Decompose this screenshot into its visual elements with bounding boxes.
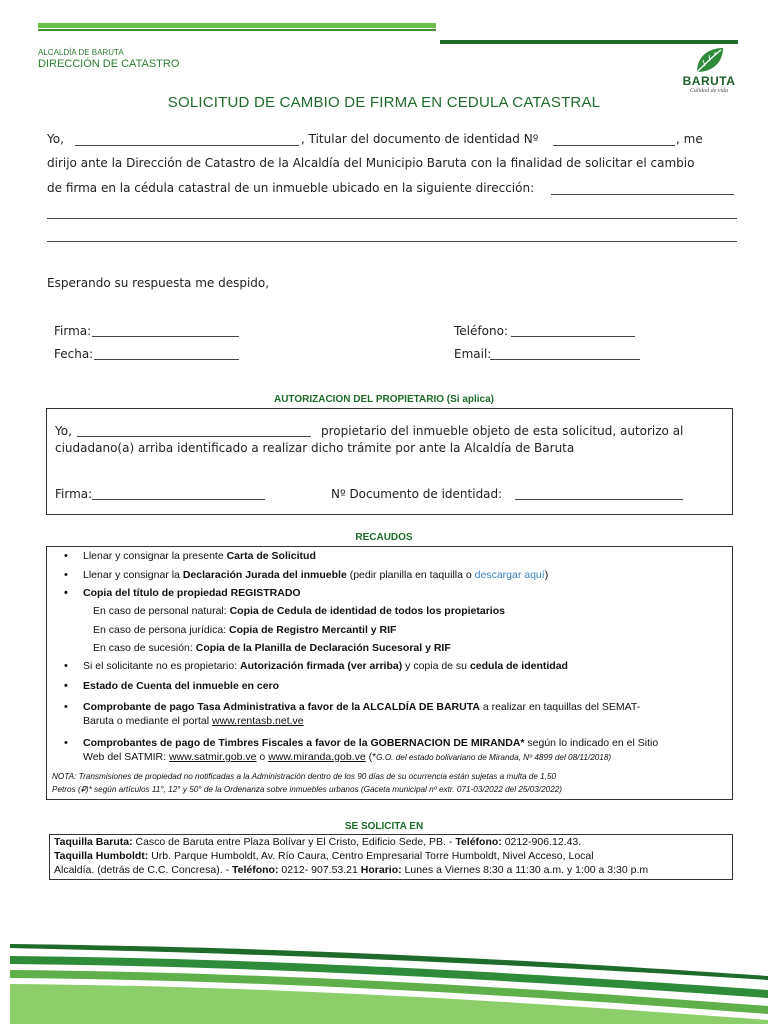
email-field-line[interactable]: [490, 359, 640, 360]
auth-line1-rest: propietario del inmueble objeto de esta solicitud, autorizo al: [321, 424, 684, 438]
download-link[interactable]: descargar aquí: [474, 569, 545, 581]
solicita-box: [49, 834, 733, 880]
taquilla-humboldt-cont: [54, 864, 648, 876]
fecha-label: Fecha:: [54, 347, 94, 361]
footer-swoosh: [0, 930, 768, 1024]
list-item-continuation: [83, 715, 304, 727]
authorization-box: [46, 408, 733, 515]
department-name: DIRECCIÓN DE CATASTRO: [38, 58, 180, 70]
auth-firma-line[interactable]: [92, 499, 265, 500]
horario-value: Lunes a Viernes 8:30 a 11:30 a.m. y 1:00 a 3:30 p.m: [401, 864, 649, 876]
list-item-text: (pedir planilla en taquilla o: [346, 569, 475, 581]
list-item-text: En caso de personal natural:: [93, 605, 230, 617]
leaf-icon: [691, 46, 727, 74]
recaudos-list: [83, 547, 723, 797]
auth-yo: Yo,: [55, 424, 72, 438]
list-item-text: o: [256, 751, 269, 763]
list-item: [83, 737, 658, 749]
name-field-line[interactable]: [75, 145, 299, 146]
authorization-heading: AUTORIZACION DEL PROPIETARIO (Si aplica): [273, 394, 495, 405]
list-item: [83, 660, 568, 672]
request-line2: dirijo ante la Dirección de Catastro de la Alcaldía del Municipio Baruta con la finalidad de solicitar el cambio: [47, 156, 695, 170]
list-item-continuation: [83, 751, 611, 763]
firma-label: Firma:: [54, 324, 92, 338]
list-item-bold: Declaración Jurada del inmueble: [182, 569, 347, 581]
list-item-bold: Copia de Registro Mercantil y RIF: [229, 624, 397, 636]
request-id-label: , Titular del documento de identidad Nº: [301, 132, 539, 146]
solicita-heading: SE SOLICITA EN: [344, 821, 424, 832]
list-item-text: según lo indicado en el Sitio: [524, 737, 659, 749]
address-field-line-3[interactable]: [47, 241, 737, 242]
list-item-bold: Comprobantes de pago de Timbres Fiscales a favor de la GOBERNACION DE MIRANDA*: [83, 737, 525, 749]
horario-label: Horario:: [360, 864, 402, 876]
request-line3: de firma en la cédula catastral de un inmueble ubicado en la siguiente dirección:: [47, 181, 535, 195]
list-item: • Copia del título de propiedad REGISTRADO: [83, 587, 301, 599]
header-right-bar: [440, 40, 738, 44]
logo-name: BARUTA: [682, 74, 736, 88]
taquilla-baruta: [54, 836, 581, 848]
list-item-bold: Copia de la Planilla de Declaración Sucesoral y RIF: [195, 642, 451, 654]
list-item-text: Si el solicitante no es propietario:: [83, 660, 241, 672]
telefono-label: Teléfono:: [455, 836, 502, 848]
list-item-text: (*: [365, 751, 377, 763]
fecha-field-line[interactable]: [94, 359, 239, 360]
list-item-text: ): [544, 569, 549, 581]
request-me: , me: [676, 132, 703, 146]
list-item-text: En caso de persona jurídica:: [93, 624, 229, 636]
address-field-line-1[interactable]: [551, 194, 734, 195]
auth-name-line[interactable]: [77, 436, 311, 437]
list-subitem: [93, 642, 451, 654]
recaudos-box: [46, 546, 733, 800]
header-accent-bar: [38, 23, 436, 28]
telefono-value: 0212- 907.53.21: [278, 864, 361, 876]
header-accent-bar-thin: [38, 29, 436, 31]
nota-line-1: NOTA: Transmisiones de propiedad no notificadas a la Administración dentro de los 90 días de su ocurrencia están sujetas a multa de 1,50: [52, 772, 557, 781]
list-item-text: a realizar en taquillas del SEMAT-: [479, 701, 641, 713]
list-subitem: [93, 605, 505, 617]
logo-tagline: Calidad de vida: [689, 88, 729, 94]
list-subitem: [93, 624, 396, 636]
taquilla-text: Urb. Parque Humboldt, Av. Río Caura, Centro Empresarial Torre Humboldt, Nivel Acceso, Local: [148, 850, 594, 862]
list-item-text: Llenar y consignar la presente: [83, 550, 227, 562]
closing-text: Esperando su respuesta me despido,: [47, 276, 270, 290]
list-item-bold: Carta de Solicitud: [226, 550, 316, 562]
taquilla-text: Casco de Baruta entre Plaza Bolívar y El Cristo, Edificio Sede, PB. -: [132, 836, 456, 848]
taquilla-label: Taquilla Humboldt:: [54, 850, 149, 862]
taquilla-humboldt: [54, 850, 594, 862]
address-field-line-2[interactable]: [47, 218, 737, 219]
telefono-field-line[interactable]: [511, 336, 635, 337]
auth-documento-line[interactable]: [515, 499, 683, 500]
taquilla-text: Alcaldía. (detrás de C.C. Concresa). -: [54, 864, 232, 876]
telefono-label: Teléfono:: [454, 324, 508, 338]
list-item-text: Baruta o mediante el portal: [83, 715, 212, 727]
list-item-text: Web del SATMIR:: [83, 751, 169, 763]
firma-field-line[interactable]: [92, 336, 239, 337]
list-item-bold: Comprobante de pago Tasa Administrativa a favor de la ALCALDÍA DE BARUTA: [83, 701, 480, 713]
list-item-bold: Autorización firmada (ver arriba): [240, 660, 403, 672]
gazette-note: G.O. del estado bolivariano de Miranda, Nº 4899 del 08/11/2018): [376, 753, 612, 762]
rentasb-link[interactable]: www.rentasb.net.ve: [212, 715, 304, 727]
email-label: Email:: [454, 347, 492, 361]
auth-firma-label: Firma:: [55, 487, 93, 501]
auth-documento-label: Nº Documento de identidad:: [331, 487, 503, 501]
id-field-line[interactable]: [553, 145, 675, 146]
telefono-label: Teléfono:: [231, 864, 279, 876]
recaudos-heading: RECAUDOS: [355, 532, 413, 543]
nota-line-2: Petros (₽)* según artículos 11°, 12° y 50° de la Ordenanza sobre inmuebles urbanos (Gaceta municipal nº extr. 071-03/2022 del 25/03/2022): [52, 785, 563, 794]
list-item: • Estado de Cuenta del inmueble en cero: [83, 680, 279, 692]
satmir-link[interactable]: www.satmir.gob.ve: [168, 751, 257, 763]
request-yo: Yo,: [47, 132, 64, 146]
list-item-bold: Copia de Cedula de identidad de todos los propietarios: [229, 605, 505, 617]
list-item: [83, 569, 548, 581]
page-title: SOLICITUD DE CAMBIO DE FIRMA EN CEDULA CATASTRAL: [167, 94, 601, 111]
telefono-value: 0212-906.12.43.: [501, 836, 582, 848]
list-item: [83, 550, 316, 562]
list-item: [83, 701, 640, 713]
list-item-bold: cedula de identidad: [469, 660, 568, 672]
miranda-link[interactable]: www.miranda.gob.ve: [268, 751, 366, 763]
org-name: ALCALDÍA DE BARUTA: [38, 48, 124, 57]
list-item-text: y copia de su: [402, 660, 470, 672]
list-item-text: En caso de sucesión:: [93, 642, 196, 654]
taquilla-label: Taquilla Baruta:: [54, 836, 133, 848]
list-item-text: Llenar y consignar la: [83, 569, 183, 581]
auth-line2: ciudadano(a) arriba identificado a realizar dicho trámite por ante la Alcaldía de Baruta: [55, 441, 575, 455]
